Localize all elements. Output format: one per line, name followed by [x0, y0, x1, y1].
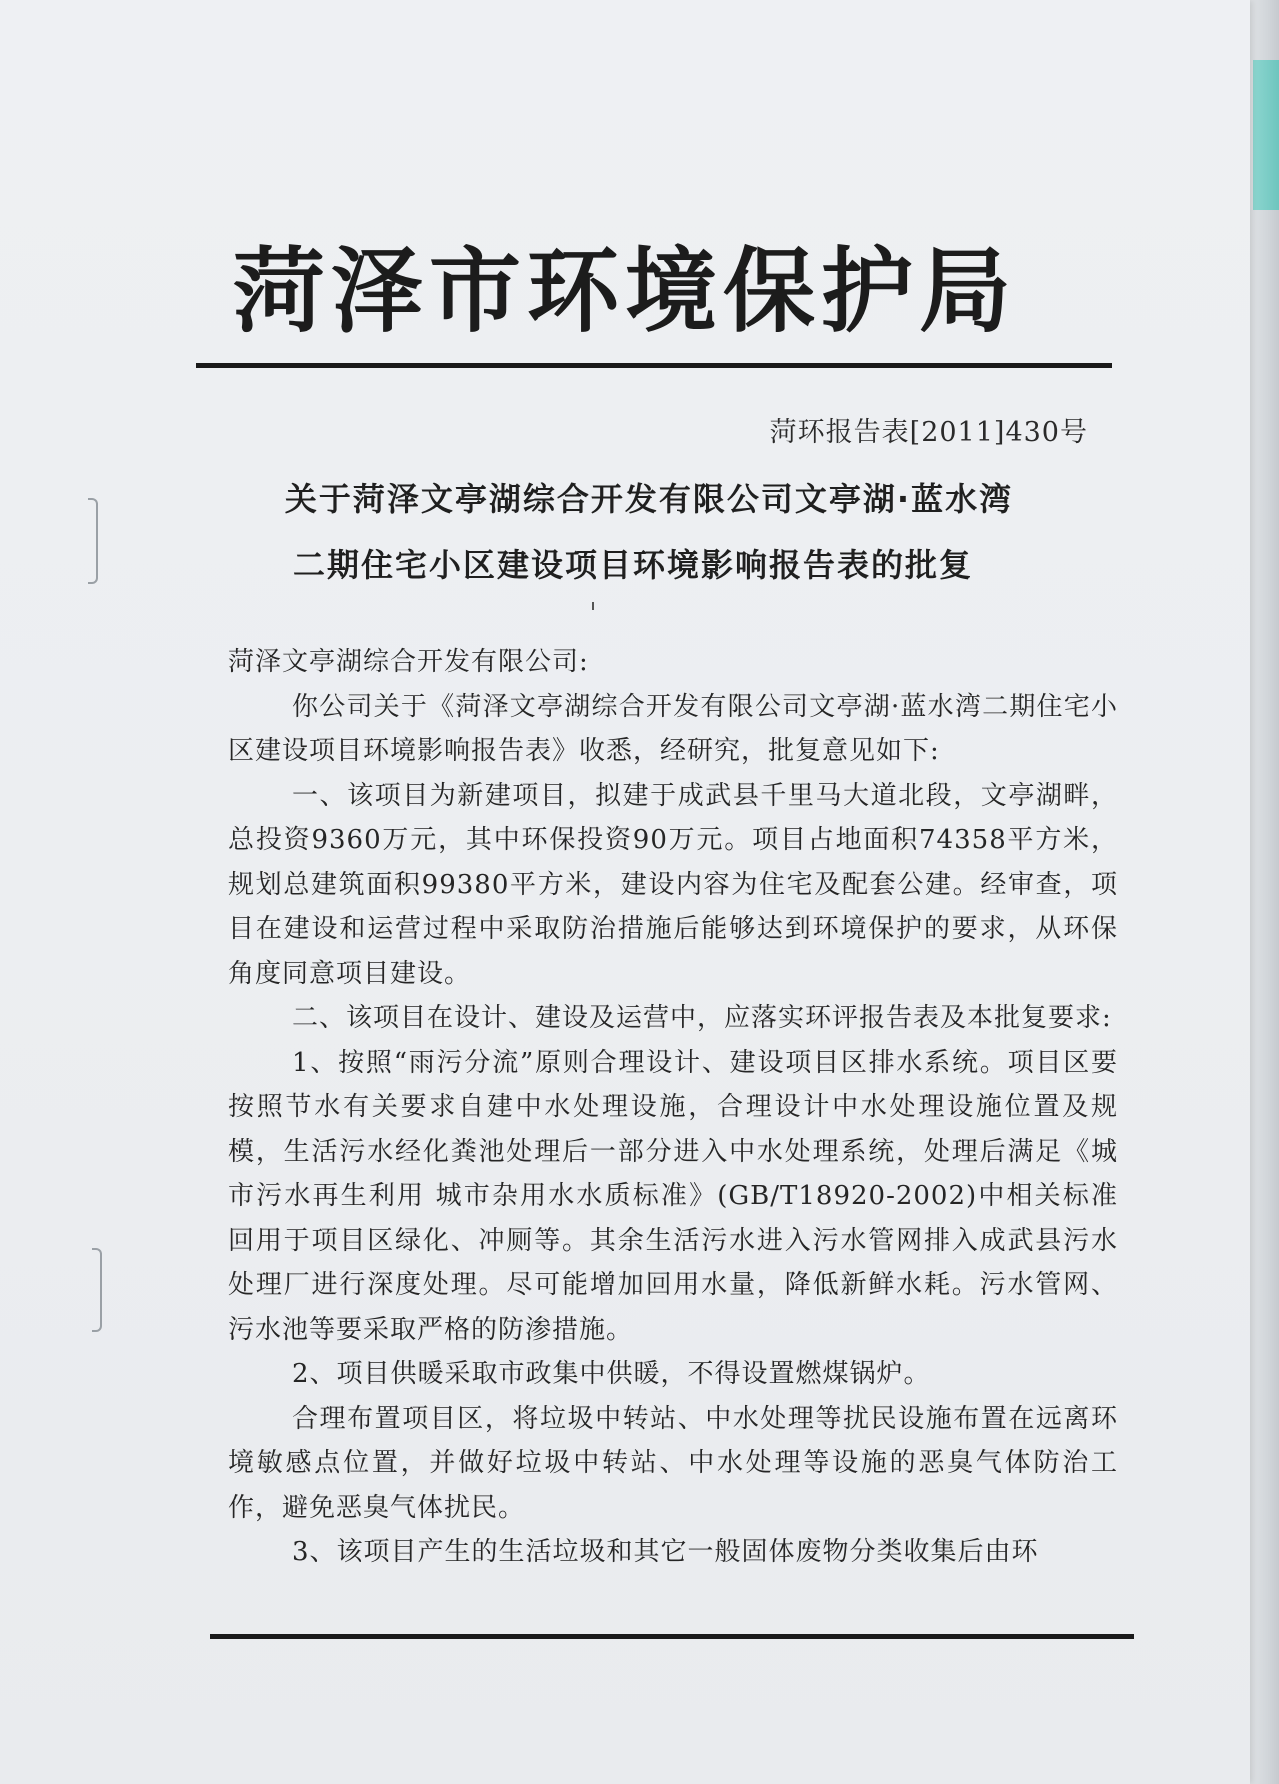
footer-rule: [210, 1634, 1134, 1639]
letterhead-title: 菏泽市环境保护局: [232, 237, 1017, 345]
body-paragraph: 2、项目供暖采取市政集中供暖，不得设置燃煤锅炉。: [292, 1359, 931, 1389]
body-paragraph: 二、该项目在设计、建设及运营中，应落实环评报告表及本批复要求:: [292, 1003, 1112, 1033]
subject-line-1: 关于菏泽文亭湖综合开发有限公司文亭湖·蓝水湾: [284, 480, 1014, 518]
body-paragraph: 1、按照“雨污分流”原则合理设计、建设项目区排水系统。项目区要按照节水有关要求自建中水处理设施，合理设计中水处理设施位置及规模，生活污水经化粪池处理后一部分进入中水处理系统，处理后满足《城市污水再生利用 城市杂用水水质标准》(GB/T18920-2002)中相关标准回用于项目区绿化、冲厕等。其余生活污水进入污水管网排入成武县污水处理厂进行深度处理。尽可能增加回用水量，降低新鲜水耗。污水管网、污水池等要采取严格的防渗措施。: [228, 1047, 1118, 1345]
stacked-pages-edge: [1249, 0, 1279, 1784]
staple: [92, 1248, 102, 1332]
body-paragraph: 一、该项目为新建项目，拟建于成武县千里马大道北段，文亭湖畔，总投资9360万元，其中环保投资90万元。项目占地面积74358平方米，规划总建筑面积99380平方米，建设内容为住宅及配套公建。经审查，项目在建设和运营过程中采取防治措施后能够达到环境保护的要求，从环保角度同意项目建设。: [228, 780, 1118, 989]
subject-line-2: 二期住宅小区建设项目环境影响报告表的批复: [292, 546, 973, 584]
body-paragraph: 3、该项目产生的生活垃圾和其它一般固体废物分类收集后由环: [292, 1537, 1039, 1567]
document-number: 菏环报告表[2011]430号: [769, 417, 1088, 448]
letterhead-rule: [196, 363, 1112, 368]
ink-speck: [592, 602, 594, 610]
teal-folder-tab: [1253, 60, 1279, 210]
body-paragraph: 合理布置项目区，将垃圾中转站、中水处理等扰民设施布置在远离环境敏感点位置，并做好垃圾中转站、中水处理等设施的恶臭气体防治工作，避免恶臭气体扰民。: [228, 1403, 1118, 1523]
body-paragraph: 你公司关于《菏泽文亭湖综合开发有限公司文亭湖·蓝水湾二期住宅小区建设项目环境影响报告表》收悉，经研究，批复意见如下:: [228, 691, 1118, 766]
salutation: 菏泽文亭湖综合开发有限公司:: [228, 647, 589, 677]
document-body: [228, 640, 1118, 1575]
